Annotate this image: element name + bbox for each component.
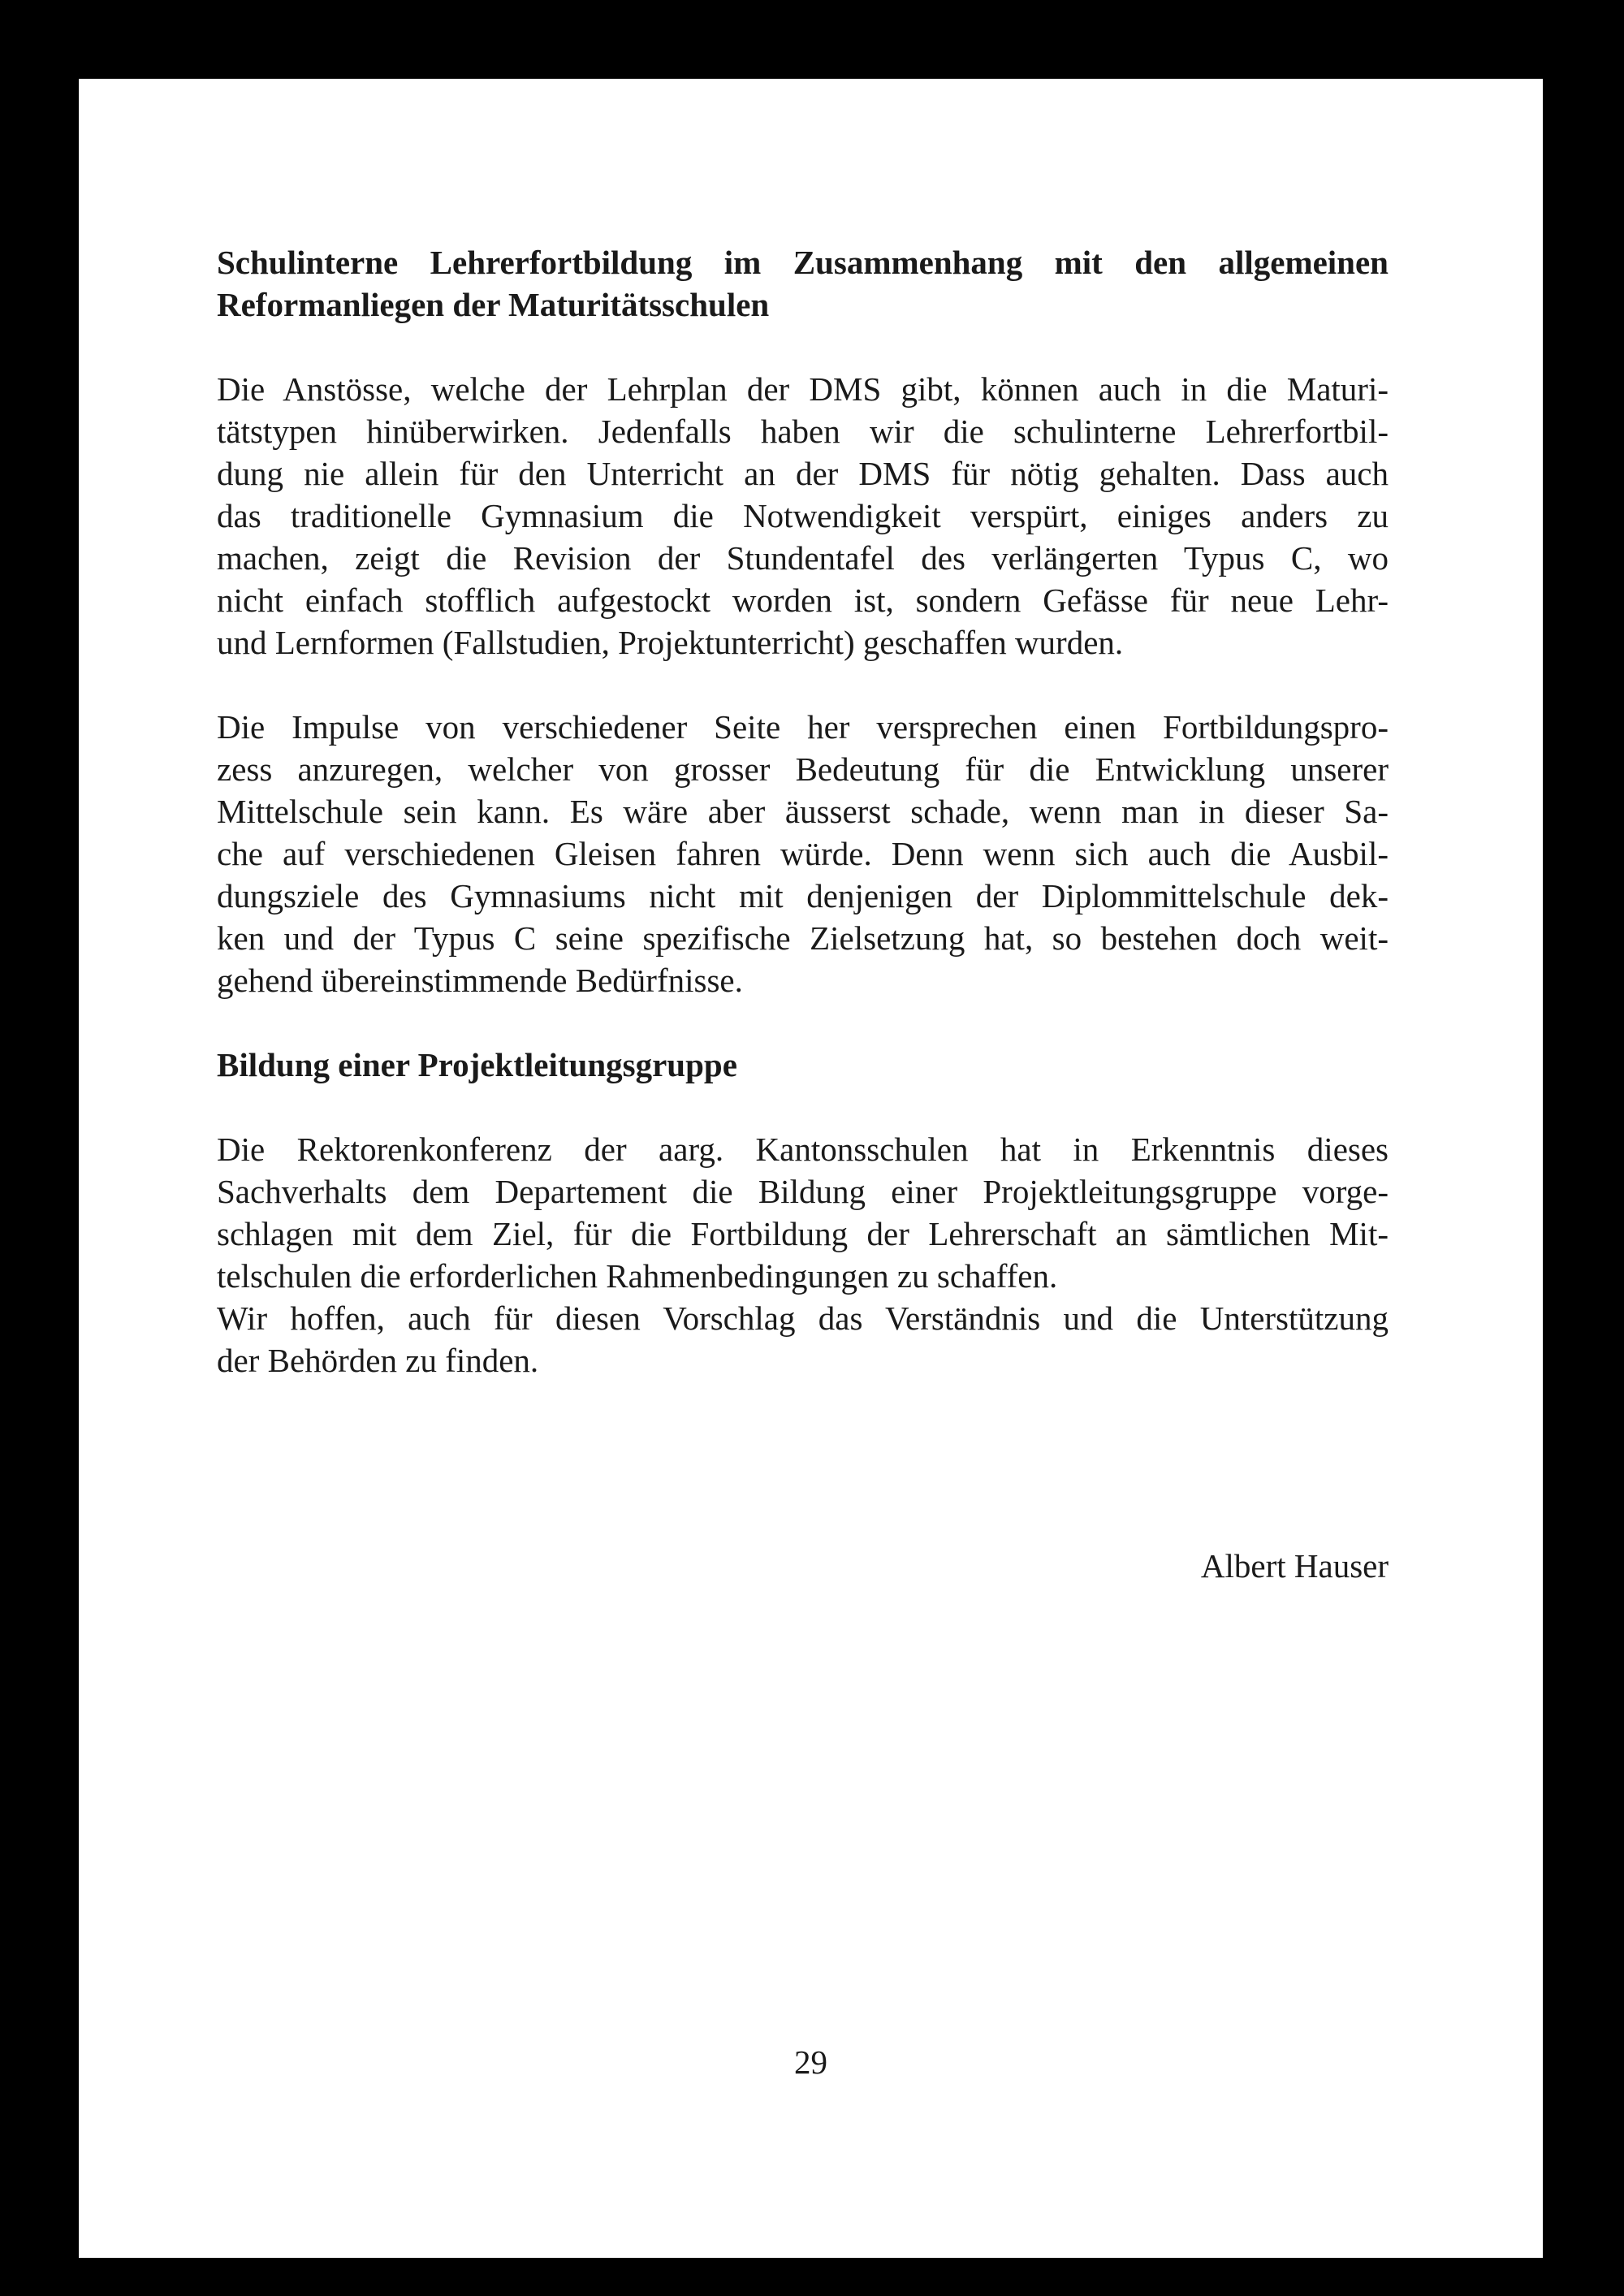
text-line: gehend übereinstimmende Bedürfnisse. <box>217 962 743 999</box>
text-line: telschulen die erforderlichen Rahmenbedingungen zu schaffen. <box>217 1257 1058 1295</box>
text-line: und Lernformen (Fallstudien, Projektunterricht) geschaffen wurden. <box>217 624 1124 661</box>
text-line: Sachverhalts dem Departement die Bildung einer Projektleitungsgruppe vorge- <box>217 1173 1389 1210</box>
text-line: Die Impulse von verschiedener Seite her versprechen einen Fortbildungspro- <box>217 708 1389 746</box>
text-line: das traditionelle Gymnasium die Notwendigkeit verspürt, einiges anders zu <box>217 497 1389 534</box>
text-line: Die Anstösse, welche der Lehrplan der DMS gibt, können auch in die Maturi- <box>217 370 1389 408</box>
text-line: Mittelschule sein kann. Es wäre aber äusserst schade, wenn man in dieser Sa- <box>217 793 1389 830</box>
paragraph-rektorenkonferenz <box>217 1128 1389 1297</box>
text-line: der Behörden zu finden. <box>217 1342 539 1379</box>
text-line: tätstypen hinüberwirken. Jedenfalls haben wir die schulinterne Lehrerfortbil- <box>217 413 1389 450</box>
text-line: Die Rektorenkonferenz der aarg. Kantonsschulen hat in Erkenntnis dieses <box>217 1131 1389 1168</box>
paragraph-wir-hoffen <box>217 1297 1389 1381</box>
paragraph-impulse <box>217 706 1389 1001</box>
text-line: schlagen mit dem Ziel, für die Fortbildung der Lehrerschaft an sämtlichen Mit- <box>217 1215 1389 1252</box>
heading-line: Bildung einer Projektleitungsgruppe <box>217 1046 737 1083</box>
document-body <box>217 241 1389 1585</box>
document-page <box>79 79 1543 2258</box>
page-number: 29 <box>794 2043 827 2081</box>
paragraph-anstoesse <box>217 368 1389 664</box>
text-line: dung nie allein für den Unterricht an der DMS für nötig gehalten. Dass auch <box>217 455 1389 492</box>
heading-line: Reformanliegen der Maturitätsschulen <box>217 286 770 323</box>
text-line: Wir hoffen, auch für diesen Vorschlag das Verständnis und die Unterstützung <box>217 1299 1389 1337</box>
text-line: dungsziele des Gymnasiums nicht mit denjenigen der Diplommittelschule dek- <box>217 877 1389 915</box>
text-line: machen, zeigt die Revision der Stundentafel des verlängerten Typus C, wo <box>217 539 1389 577</box>
text-line: che auf verschiedenen Gleisen fahren würde. Denn wenn sich auch die Ausbil- <box>217 835 1389 872</box>
heading-line: Schulinterne Lehrerfortbildung im Zusammenhang mit den allgemeinen <box>217 244 1389 281</box>
text-line: nicht einfach stofflich aufgestockt worden ist, sondern Gefässe für neue Lehr- <box>217 582 1389 619</box>
section-heading-projektleitungsgruppe <box>217 1044 1389 1086</box>
text-line: zess anzuregen, welcher von grosser Bedeutung für die Entwicklung unserer <box>217 750 1389 788</box>
author-signature: Albert Hauser <box>1200 1547 1389 1585</box>
text-line: ken und der Typus C seine spezifische Zielsetzung hat, so bestehen doch weit- <box>217 919 1389 957</box>
section-heading-schulinterne-lehrerfortbildung <box>217 241 1389 326</box>
